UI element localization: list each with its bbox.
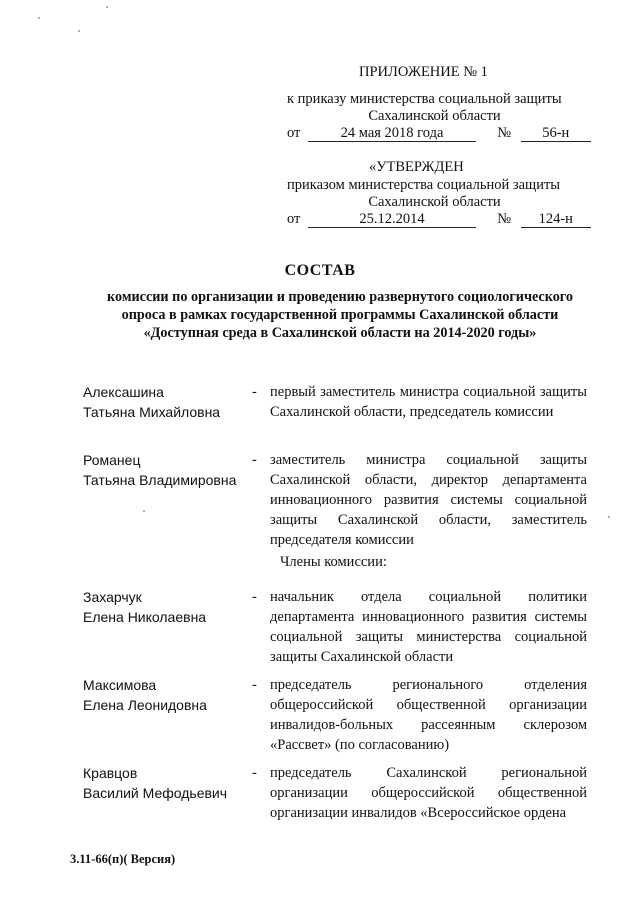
subtitle-line: опроса в рамках государственной программы Сахалинской области [121,307,559,323]
scan-speck [106,6,108,8]
member-row [83,450,236,490]
separator-dash: - [252,452,257,468]
member-role: председатель регионального отделения общероссийской общественной организации инвалидов-больных рассеянным склерозом «Рассвет» (по согласованию) [270,677,587,753]
member-role: начальник отдела социальной политики департамента инновационного развития системы социальной защиты министерства социальной защиты Сахалинской области [270,589,587,665]
approved-number: 124-н [521,212,591,228]
scan-speck [78,30,80,32]
member-surname: Алексашина [83,384,164,400]
member-surname: Максимова [83,677,157,693]
scan-speck [143,510,145,512]
member-given-name: Татьяна Владимировна [83,472,237,488]
approved-line1: приказом министерства социальной защиты [287,177,561,193]
order-date-line [287,124,591,142]
separator-dash: - [252,765,257,781]
subtitle-line: «Доступная среда в Сахалинской области на 2014-2020 годы» [143,325,537,341]
separator-dash: - [252,589,257,605]
member-row [83,587,206,627]
member-given-name: Елена Леонидовна [83,697,207,713]
subtitle-line: комиссии по организации и проведению развернутого социологического [107,289,573,305]
separator-dash: - [252,384,257,400]
number-label: № [497,125,512,141]
member-surname: Романец [83,452,141,468]
approved-date: 25.12.2014 [308,212,476,228]
approved-from-label: от [287,211,301,227]
approved-heading: «УТВЕРЖДЕН [369,159,464,175]
order-line1: к приказу министерства социальной защиты [287,91,562,107]
approved-line2: Сахалинской области [368,194,501,210]
approved-date-line [287,210,591,228]
member-role: первый заместитель министра социальной защиты Сахалинской области, председатель комиссии [270,384,587,420]
order-date: 24 мая 2018 года [308,126,476,142]
member-row [83,763,227,803]
member-row [83,675,207,715]
document-footer: 3.11-66(п)( Версия) [70,852,176,866]
member-surname: Захарчук [83,589,142,605]
from-label: от [287,125,301,141]
member-role: председатель Сахалинской региональной организации общероссийской общественной организации инвалидов «Всероссийское ордена [270,765,587,821]
member-given-name: Елена Николаевна [83,609,207,625]
separator-dash: - [252,677,257,693]
scan-speck [38,17,40,19]
order-line2: Сахалинской области [368,108,501,124]
member-given-name: Василий Мефодьевич [83,785,228,801]
document-subtitle [60,288,620,342]
approved-number-label: № [497,211,512,227]
document-title: СОСТАВ [284,262,356,279]
member-row [83,382,220,422]
members-heading: Члены комиссии: [280,554,387,570]
appendix-title: ПРИЛОЖЕНИЕ № 1 [359,64,488,80]
scan-speck [608,516,610,518]
member-given-name: Татьяна Михайловна [83,404,221,420]
member-surname: Кравцов [83,765,138,781]
order-number: 56-н [521,126,591,142]
member-role: заместитель министра социальной защиты Сахалинской области, директор департамента инновационного развития системы социальной защиты Сахалинской области, заместитель председателя комиссии [270,452,587,548]
